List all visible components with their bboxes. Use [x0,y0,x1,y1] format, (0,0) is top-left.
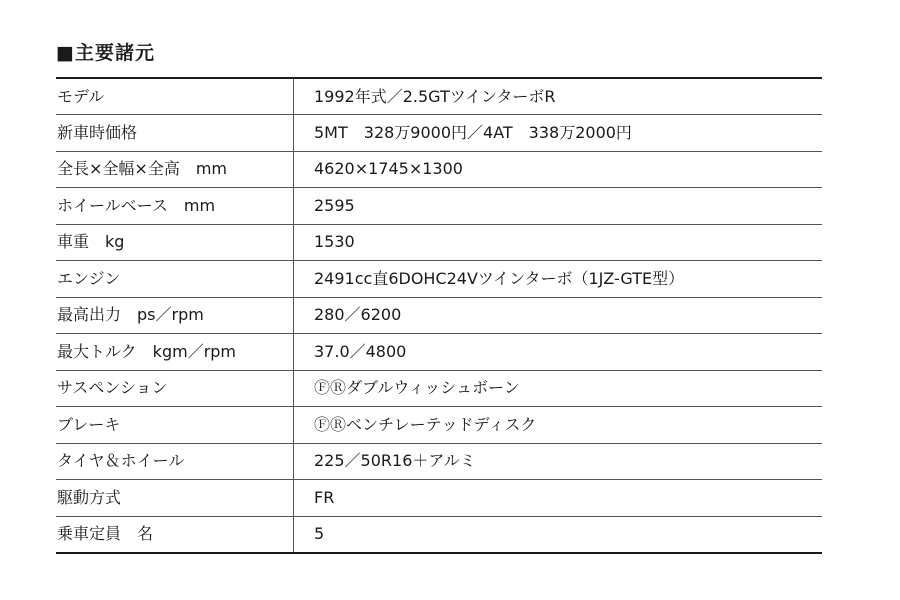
spec-value: ⒻⓇダブルウィッシュボーン [294,370,823,407]
table-row [56,370,822,407]
table-row [56,151,822,188]
spec-label: モデル [56,78,294,115]
table-row [56,78,822,115]
table-row [56,516,822,553]
table-row [56,261,822,298]
table-row [56,297,822,334]
spec-value: 2595 [294,188,823,225]
spec-table [56,77,822,554]
page-title: ■主要諸元 [56,42,155,64]
spec-value: 1530 [294,224,823,261]
spec-value: 37.0／4800 [294,334,823,371]
spec-label: 全長×全幅×全高 mm [56,151,294,188]
spec-value: 4620×1745×1300 [294,151,823,188]
spec-value: ⒻⓇベンチレーテッドディスク [294,407,823,444]
table-row [56,407,822,444]
spec-label: 最大トルク kgm／rpm [56,334,294,371]
spec-label: タイヤ＆ホイール [56,443,294,480]
spec-label: 新車時価格 [56,115,294,152]
spec-value: 5MT 328万9000円／4AT 338万2000円 [294,115,823,152]
spec-value: FR [294,480,823,517]
table-row [56,334,822,371]
spec-value: 225／50R16＋アルミ [294,443,823,480]
spec-value: 2491cc直6DOHC24Vツインターボ（1JZ-GTE型） [294,261,823,298]
table-row [56,480,822,517]
table-row [56,224,822,261]
spec-label: 乗車定員 名 [56,516,294,553]
spec-label: サスペンション [56,370,294,407]
spec-label: エンジン [56,261,294,298]
spec-label: 最高出力 ps／rpm [56,297,294,334]
spec-label: 車重 kg [56,224,294,261]
spec-table-body [56,78,822,553]
table-row [56,115,822,152]
spec-value: 1992年式／2.5GTツインターボR [294,78,823,115]
spec-value: 5 [294,516,823,553]
spec-label: ブレーキ [56,407,294,444]
spec-label: ホイールベース mm [56,188,294,225]
table-row [56,443,822,480]
spec-value: 280／6200 [294,297,823,334]
spec-label: 駆動方式 [56,480,294,517]
table-row [56,188,822,225]
